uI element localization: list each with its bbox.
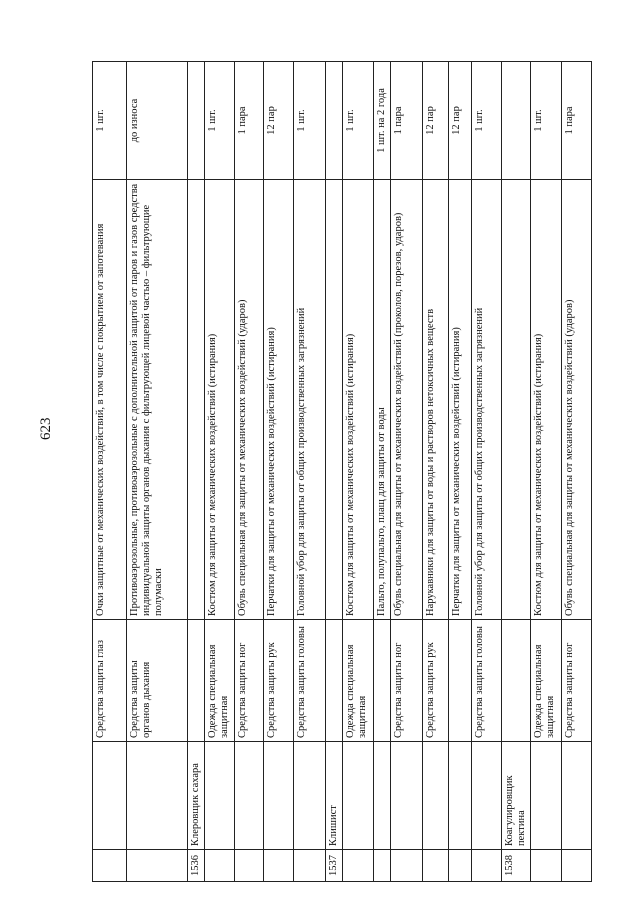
table-row [373,62,390,882]
row-number-cell [205,850,235,882]
ppe-category-cell: Средства защиты глаз [93,620,127,742]
ppe-category-cell: Средства защиты головы [471,620,501,742]
quantity-cell [501,62,530,180]
ppe-category-cell [373,620,390,742]
profession-cell [235,742,263,850]
row-number-cell: 1538 [501,850,530,882]
ppe-item-cell: Перчатки для защиты от механических воздействий (истирания) [263,180,293,620]
quantity-cell: 1 шт. [343,62,373,180]
quantity-cell [187,62,204,180]
profession-cell [293,742,325,850]
ppe-item-cell: Пальто, полупальто, плащ для защиты от воды [373,180,390,620]
row-number-cell [471,850,501,882]
profession-cell [127,742,188,850]
profession-cell [263,742,293,850]
quantity-cell: 1 шт. [293,62,325,180]
row-number-cell [373,850,390,882]
profession-cell [471,742,501,850]
row-number-cell [561,850,591,882]
table-row [235,62,263,882]
row-number-cell [127,850,188,882]
ppe-item-cell [501,180,530,620]
profession-cell [343,742,373,850]
row-number-cell [390,850,422,882]
ppe-norms-table [92,61,592,882]
ppe-category-cell: Средства защиты органов дыхания [127,620,188,742]
ppe-category-cell [326,620,343,742]
table-row [449,62,471,882]
ppe-item-cell: Обувь специальная для защиты от механических воздействий (ударов) [235,180,263,620]
table-row [531,62,561,882]
quantity-cell: 1 шт. [471,62,501,180]
ppe-item-cell: Костюм для защиты от механических воздействий (истирания) [531,180,561,620]
profession-cell [561,742,591,850]
quantity-cell [326,62,343,180]
ppe-category-cell: Средства защиты ног [561,620,591,742]
quantity-cell: 1 шт. [205,62,235,180]
row-number-cell [531,850,561,882]
ppe-item-cell [326,180,343,620]
quantity-cell: 12 пар [449,62,471,180]
profession-cell: Коагулировщик пектина [501,742,530,850]
ppe-category-cell [187,620,204,742]
quantity-cell: 1 пара [235,62,263,180]
ppe-item-cell: Обувь специальная для защиты от механических воздействий (проколов, порезов, ударов) [390,180,422,620]
quantity-cell: до износа [127,62,188,180]
row-number-cell [263,850,293,882]
profession-cell [373,742,390,850]
ppe-item-cell: Противоаэрозольные, противоаэрозольные с дополнительной защитой от паров и газов средства индивидуальной защиты органов дыхания с фильтрующей лицевой частью – фильтрующие полумаски [127,180,188,620]
profession-cell [449,742,471,850]
profession-cell [531,742,561,850]
quantity-cell: 12 пар [423,62,449,180]
rotated-table-wrapper [92,62,592,882]
ppe-item-cell: Обувь специальная для защиты от механических воздействий (ударов) [561,180,591,620]
profession-cell [93,742,127,850]
row-number-cell [449,850,471,882]
table-row [471,62,501,882]
quantity-cell: 1 пара [390,62,422,180]
table-row [390,62,422,882]
table-row [423,62,449,882]
table-row [561,62,591,882]
table-row [93,62,127,882]
profession-cell [423,742,449,850]
ppe-category-cell: Средства защиты ног [235,620,263,742]
quantity-cell: 1 пара [561,62,591,180]
ppe-item-cell [187,180,204,620]
ppe-category-cell: Средства защиты головы [293,620,325,742]
ppe-item-cell: Головной убор для защиты от общих производственных загрязнений [471,180,501,620]
quantity-cell: 1 шт. [93,62,127,180]
ppe-item-cell: Головной убор для защиты от общих производственных загрязнений [293,180,325,620]
ppe-item-cell: Нарукавники для защиты от воды и растворов нетоксичных веществ [423,180,449,620]
profession-cell [390,742,422,850]
profession-cell [205,742,235,850]
ppe-item-cell: Костюм для защиты от механических воздействий (истирания) [205,180,235,620]
table-row [343,62,373,882]
ppe-item-cell: Перчатки для защиты от механических воздействий (истирания) [449,180,471,620]
table-row [326,62,343,882]
table-row [205,62,235,882]
row-number-cell [293,850,325,882]
row-number-cell [343,850,373,882]
page-number: 623 [38,417,54,440]
quantity-cell: 1 шт. [531,62,561,180]
ppe-category-cell [449,620,471,742]
ppe-category-cell: Одежда специальная защитная [343,620,373,742]
ppe-category-cell: Одежда специальная защитная [531,620,561,742]
profession-cell: Клишист [326,742,343,850]
table-row [293,62,325,882]
table-body [93,62,592,882]
ppe-category-cell: Средства защиты ног [390,620,422,742]
row-number-cell [423,850,449,882]
table-row [127,62,188,882]
ppe-category-cell: Средства защиты рук [423,620,449,742]
row-number-cell [93,850,127,882]
ppe-category-cell [501,620,530,742]
table-row [263,62,293,882]
quantity-cell: 1 шт. на 2 года [373,62,390,180]
row-number-cell [235,850,263,882]
table-row [501,62,530,882]
row-number-cell: 1536 [187,850,204,882]
table-row [187,62,204,882]
ppe-item-cell: Костюм для защиты от механических воздействий (истирания) [343,180,373,620]
ppe-item-cell: Очки защитные от механических воздействий, в том числе с покрытием от запотевания [93,180,127,620]
quantity-cell: 12 пар [263,62,293,180]
row-number-cell: 1537 [326,850,343,882]
profession-cell: Клеровщик сахара [187,742,204,850]
ppe-category-cell: Средства защиты рук [263,620,293,742]
ppe-category-cell: Одежда специальная защитная [205,620,235,742]
